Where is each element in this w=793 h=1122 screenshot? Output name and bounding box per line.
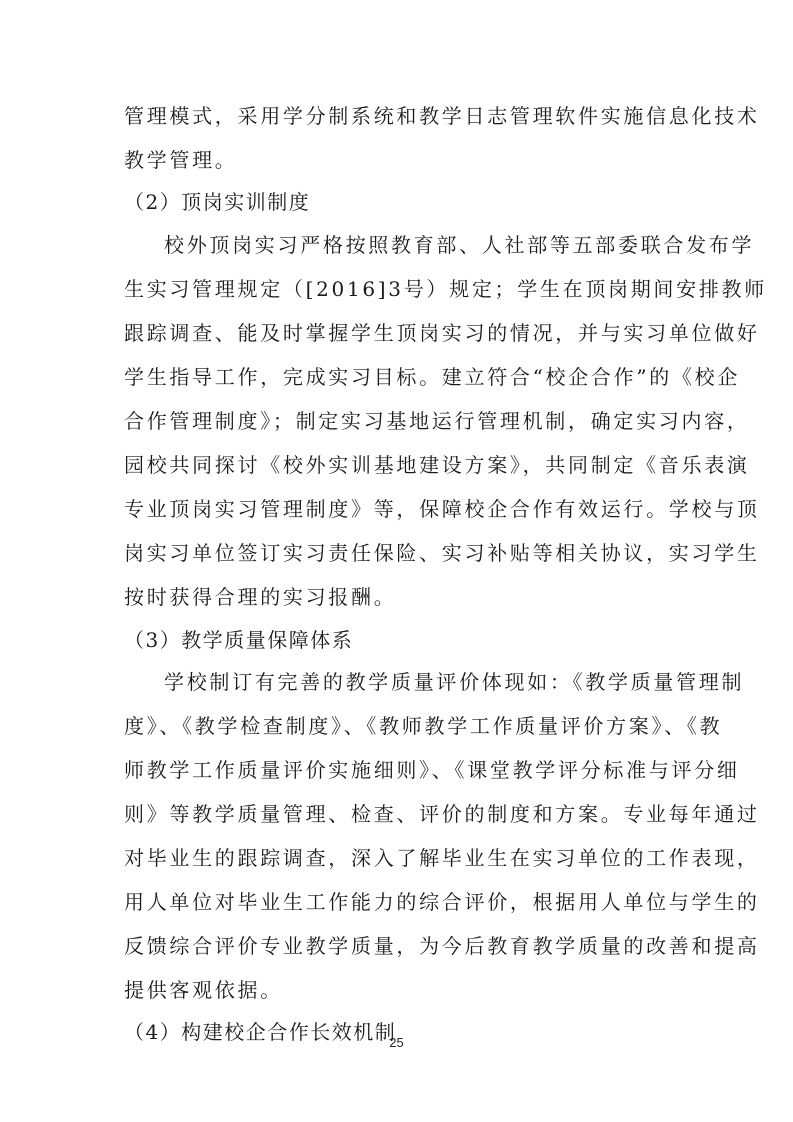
section-heading: （2）顶岗实训制度 bbox=[124, 190, 311, 214]
body-text-line: 教学管理。 bbox=[124, 148, 238, 172]
body-text-line: 师教学工作质量评价实施细则》、《课堂教学评分标准与评分细 bbox=[124, 758, 740, 782]
section-heading: （3）教学质量保障体系 bbox=[124, 628, 354, 652]
body-text-line: 度》、《教学检查制度》、《教师教学工作质量评价方案》、《教 bbox=[124, 714, 723, 738]
body-text-line: 对毕业生的跟踪调查，深入了解毕业生在实习单位的工作表现， bbox=[124, 846, 760, 870]
body-text-line: 园校共同探讨《校外实训基地建设方案》，共同制定《音乐表演 bbox=[124, 453, 750, 477]
body-text-line: 专业顶岗实习管理制度》等，保障校企合作有效运行。学校与顶 bbox=[124, 497, 760, 521]
body-text-line: 管理模式，采用学分制系统和教学日志管理软件实施信息化技术 bbox=[124, 104, 760, 128]
body-text-line: 反馈综合评价专业教学质量，为今后教育教学质量的改善和提高 bbox=[124, 934, 760, 958]
body-text-line: 生实习管理规定（[2016]3号）规定；学生在顶岗期间安排教师 bbox=[124, 277, 767, 301]
body-text-line: 学校制订有完善的教学质量评价体现如：《教学质量管理制 bbox=[164, 670, 745, 694]
body-text-line: 岗实习单位签订实习责任保险、实习补贴等相关协议，实习学生 bbox=[124, 541, 760, 565]
section-heading: （4）构建校企合作长效机制 bbox=[124, 1020, 397, 1044]
page-number: 25 bbox=[389, 1035, 404, 1050]
body-text-line: 合作管理制度》；制定实习基地运行管理机制，确定实习内容， bbox=[124, 409, 750, 433]
body-text-line: 校外顶岗实习严格按照教育部、人社部等五部委联合发布学 bbox=[164, 233, 755, 257]
body-text-line: 学生指导工作，完成实习目标。建立符合“校企合作”的《校企 bbox=[124, 365, 741, 389]
body-text-line: 提供客观依据。 bbox=[124, 978, 283, 1002]
body-text-line: 用人单位对毕业生工作能力的综合评价，根据用人单位与学生的 bbox=[124, 890, 760, 914]
body-text-line: 跟踪调查、能及时掌握学生顶岗实习的情况，并与实习单位做好 bbox=[124, 321, 760, 345]
body-text-line: 则》等教学质量管理、检查、评价的制度和方案。专业每年通过 bbox=[124, 802, 760, 826]
body-text-line: 按时获得合理的实习报酬。 bbox=[124, 585, 397, 609]
